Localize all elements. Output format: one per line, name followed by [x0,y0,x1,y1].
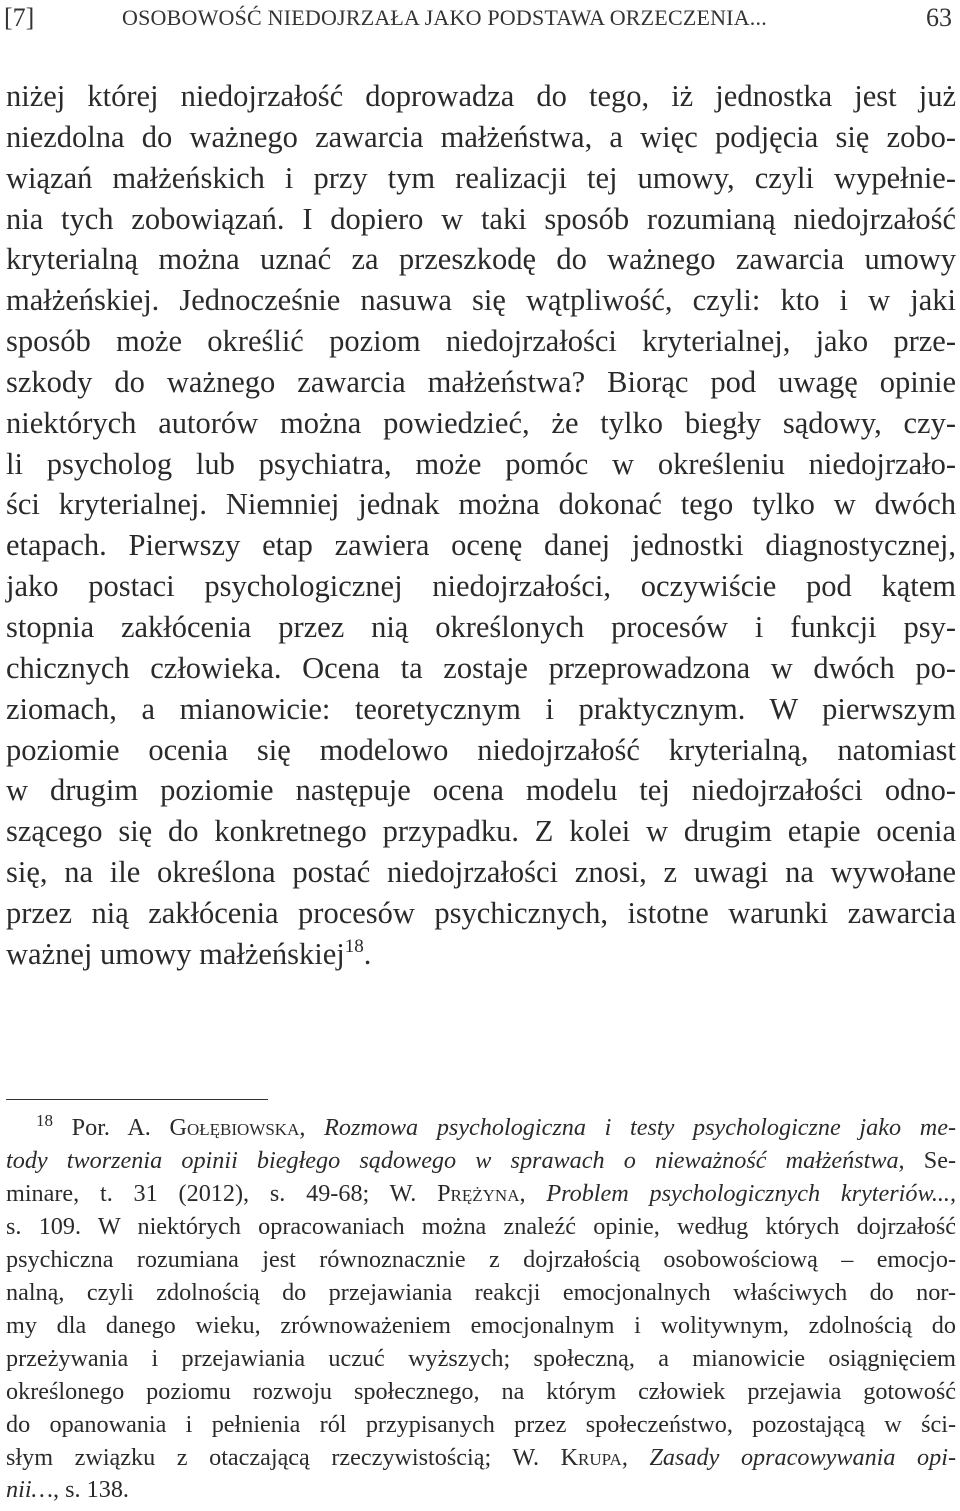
work-title: Zasady opracowywania opi- [649,1443,957,1471]
footnote-text: Se- [904,1146,956,1174]
footnote-18 [6,1112,956,1507]
footnote-line [6,1474,956,1507]
footnote-line [6,1112,956,1145]
body-line: etapach. Pierwszy etap zawiera ocenę danej jednostki diagnostycznej, [6,528,956,563]
footnote-text: , [621,1443,650,1471]
body-line: wiązań małżeńskich i przy tym realizacji tej umowy, czyli wypełnie- [6,160,956,195]
body-line: ziomach, a mianowicie: teoretycznym i praktycznym. W pierwszym [6,691,956,726]
body-line: kryterialną można uznać za przeszkodę do ważnego zawarcia umowy [6,242,956,277]
body-line: przez nią zakłócenia procesów psychicznych, istotne warunki zawarcia [6,895,956,930]
footnote-line [6,1178,956,1211]
footnote-text: , [519,1179,547,1207]
work-title: Rozmowa psychologiczna i testy psychologiczne jako me- [324,1114,957,1141]
footnote-line: nalną, czyli zdolnością do przejawiania reakcji emocjonalnych właściwych do nor- [6,1278,956,1306]
author-name: Prężyna [437,1179,520,1207]
footnote-line: s. 109. W niektórych opracowaniach można znaleźć opinie, według których dojrzałość [6,1212,956,1240]
body-line: sposób może określić poziom niedojrzałości kryterialnej, jako prze- [6,324,956,359]
running-head-title: OSOBOWOŚĆ NIEDOJRZAŁA JAKO PODSTAWA ORZECZENIA... [122,5,767,30]
body-line: nia tych zobowiązań. I dopiero w taki sposób rozumianą niedojrzałość [6,201,956,236]
work-title: tody tworzenia opinii biegłego sądowego w sprawach o nieważność małżeństwa, [6,1146,905,1174]
body-line: stopnia zakłócenia przez nią określonych procesów i funkcji psy- [6,609,956,644]
footnote-text: , s. 138. [53,1476,129,1504]
footnote-reference[interactable]: 18 [344,935,364,957]
footnote-mark: 18 [36,1111,53,1130]
author-name: Krupa [560,1443,622,1471]
body-line: poziomie ocenia się modelowo niedojrzałość kryterialną, natomiast [6,732,956,767]
body-line: chicznych człowieka. Ocena ta zostaje przeprowadzona w dwóch po- [6,650,956,685]
body-line-end: . [363,936,372,971]
body-line: się, na ile określona postać niedojrzałości znosi, z uwagi na wywołane [6,855,956,890]
body-line-text: ważnej umowy małżeńskiej [6,936,345,971]
body-line: w drugim poziomie następuje ocena modelu tej niedojrzałości odno- [6,773,956,808]
body-line: jako postaci psychologicznej niedojrzałości, oczywiście pod kątem [6,569,956,604]
body-line: szkody do ważnego zawarcia małżeństwa? Biorąc pod uwagę opinie [6,364,956,399]
body-last-line [6,934,956,975]
footnote-text: , [299,1114,325,1141]
footnote-line: przeżywania i przejawiania uczuć wyższych; społeczną, a mianowicie osiągnięciem [6,1344,956,1372]
footnote-line: określonego poziomu rozwoju społecznego, na którym człowiek przejawia gotowość [6,1377,956,1405]
body-line: niżej której niedojrzałość doprowadza do tego, iż jednostka jest już [6,79,956,113]
footnote-line: psychiczna rozumiana jest równoznacznie z dojrzałością osobowościową – emocjo- [6,1245,956,1273]
body-line: szącego się do konkretnego przypadku. Z kolei w drugim etapie ocenia [6,814,956,849]
footnote-text: Por. A. [71,1114,170,1141]
work-title: Problem psychologicznych kryteriów..., [546,1179,957,1207]
section-number: [7] [4,3,35,32]
author-name: Gołębiowska [169,1114,300,1141]
footnote-text: minare, t. 31 (2012), s. 49-68; W. [6,1179,438,1207]
body-line: ści kryterialnej. Niemniej jednak można dokonać tego tylko w dwóch [6,487,956,522]
body-line: li psycholog lub psychiatra, może pomóc w określeniu niedojrzało- [6,446,956,481]
body-line: małżeńskiej. Jednocześnie nasuwa się wątpliwość, czyli: kto i w jaki [6,283,956,318]
body-line: niektórych autorów można powiedzieć, że tylko biegły sądowy, czy- [6,405,956,440]
footnote-line: do opanowania i pełnienia ról przypisanych przez społeczeństwo, pozostającą w ści- [6,1410,956,1438]
body-line: niezdolna do ważnego zawarcia małżeństwa, a więc podjęcia się zobo- [6,119,956,154]
footnote-text: słym związku z otaczającą rzeczywistością; W. [6,1443,561,1471]
work-title: nii… [6,1476,54,1504]
footnote-line: my dla danego wieku, zrównoważeniem emocjonalnym i wolitywnym, zdolnością do [6,1311,956,1339]
page-number: 63 [926,3,952,32]
footnote-separator [6,1099,268,1100]
body-paragraph [6,76,956,975]
footnote-line [6,1442,956,1475]
footnote-line [6,1145,956,1178]
running-head [4,0,956,36]
